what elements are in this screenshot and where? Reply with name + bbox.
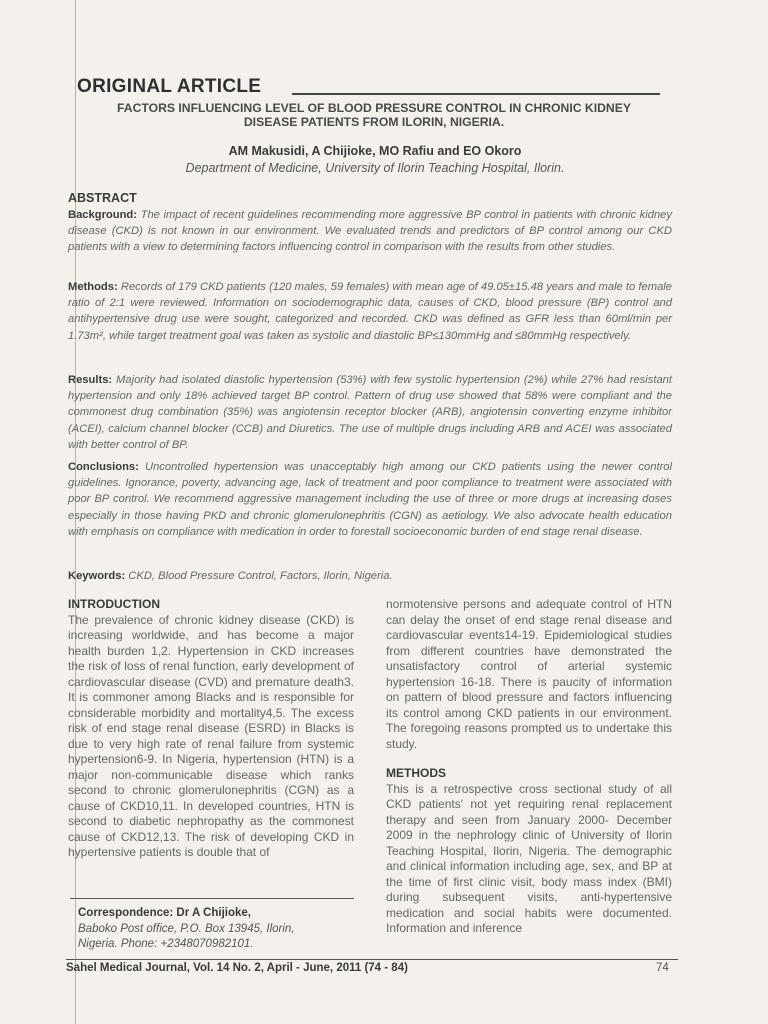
right-column-text: normotensive persons and adequate control of HTN can delay the onset of end stage renal disease and cardiovascular events14-19. Epidemiological studies from different countries have demonstrated the unsatisfactory control of arterial systemic hypertension 16-18. There is paucity of information on pattern of blood pressure and factors influencing its control among CKD patients in our environment. The foregoing reasons prompted us to undertake this study. xyxy=(386,597,672,751)
correspondence-address-1: Baboko Post office, P.O. Box 13945, Ilorin, xyxy=(78,922,295,935)
background-text: The impact of recent guidelines recommending more aggressive BP control in patients with chronic kidney disease (CKD) is not known in our environment. We evaluated trends and predictors of BP control among our CKD patients with a view to determining factors influencing control in comparison with the results from other studies. xyxy=(68,209,672,254)
conclusions-label: Conclusions: xyxy=(68,461,139,473)
correspondence-label: Correspondence: xyxy=(78,907,174,919)
results-label: Results: xyxy=(68,374,113,386)
authors: AM Makusidi, A Chijioke, MO Rafiu and EO Okoro xyxy=(228,144,522,158)
abstract-keywords xyxy=(68,568,672,584)
footer-rule xyxy=(66,959,678,960)
article-type-label: ORIGINAL ARTICLE xyxy=(77,76,262,97)
title-line-1: FACTORS INFLUENCING LEVEL OF BLOOD PRESSURE CONTROL IN CHRONIC KIDNEY xyxy=(117,101,631,115)
article-title xyxy=(74,101,674,129)
methods-heading: METHODS xyxy=(386,766,446,780)
journal-citation: Sahel Medical Journal, Vol. 14 No. 2, April - June, 2011 (74 - 84) xyxy=(66,962,408,974)
background-label: Background: xyxy=(68,209,137,221)
correspondence-box xyxy=(78,906,354,953)
abstract-heading: ABSTRACT xyxy=(68,191,137,205)
abstract-background xyxy=(68,207,672,256)
correspondence-rule xyxy=(70,898,354,899)
right-column xyxy=(386,597,672,937)
affiliation: Department of Medicine, University of Ilorin Teaching Hospital, Ilorin. xyxy=(185,161,565,175)
introduction-text: The prevalence of chronic kidney disease (CKD) is increasing worldwide, and has become a major health burden 1,2. Hypertension in CKD increases the risk of loss of renal function, early development of cardiovascular disease (CVD) and premature death3. It is commoner among Blacks and is responsible for considerable morbidity and mortality4,5. The excess risk of end stage renal disease (ESRD) in Blacks is due to very high rate of renal failure from systemic hypertension6-9. In Nigeria, hypertension (HTN) is a major non-communicable disease which ranks second to chronic glomerulonephritis (CGN) as a cause of CKD10,11. In developed countries, HTN is second to diabetic nephropathy as the commonest cause of CKD12,13. The risk of developing CKD in hypertensive patients is double that of xyxy=(68,612,354,859)
methods-text: Records of 179 CKD patients (120 males, 59 females) with mean age of 49.05±15.48 years and male to female ratio of 2:1 were reviewed. Information on sociodemographic data, causes of CKD, blood pressure (BP) control and antihypertensive drug use were sought, categorized and recorded. CKD was defined as GFR less than 60ml/min per 1.73m², while target treatment goal was taken as systolic and diastolic BP≤130mmHg and ≤80mmHg respectively. xyxy=(68,281,672,342)
abstract-methods xyxy=(68,279,672,344)
article-type-rule xyxy=(292,93,660,95)
abstract-results xyxy=(68,372,672,453)
title-line-2: DISEASE PATIENTS FROM ILORIN, NIGERIA. xyxy=(243,115,505,129)
abstract-conclusions xyxy=(68,459,672,540)
results-text: Majority had isolated diastolic hypertension (53%) with few systolic hypertension (2%) while 27% had resistant hypertension and only 18% achieved target BP control. Pattern of drug use showed that 58% were compliant and the commonest drug combination (35%) was angiotensin receptor blocker (ARB), angiotensin converting enzyme inhibitor (ACEI), calcium channel blocker (CCB) and Diuretics. The use of multiple drugs including ARB and ACEI was associated with better control of BP. xyxy=(68,374,672,451)
correspondence-address-2: Nigeria. Phone: +2348070982101. xyxy=(78,938,254,950)
conclusions-text: Uncontrolled hypertension was unacceptably high among our CKD patients using the newer control guidelines. Ignorance, poverty, advancing age, lack of treatment and poor compliance to treatment were associated with poor BP control. We recommend aggressive management including the use of three or more drugs at increasing doses especially in those having PKD and chronic glomerulonephritis (CGN) as aetiology. We also advocate health education with emphasis on compliance with medication in order to forestall socioeconomic burden of end stage renal disease. xyxy=(68,461,672,538)
introduction-column xyxy=(68,597,354,861)
keywords-text: CKD, Blood Pressure Control, Factors, Ilorin, Nigeria. xyxy=(125,570,393,582)
correspondence-name: Dr A Chijioke, xyxy=(176,907,251,919)
methods-body-text: This is a retrospective cross sectional study of all CKD patients' not yet requiring renal replacement therapy and seen from January 2000- December 2009 in the nephrology clinic of University of Ilorin Teaching Hospital, Ilorin, Nigeria. The demographic and clinical information including age, sex, and BP at the time of first clinic visit, body mass index (BMI) during subsequent visits, anti-hypertensive medication and social habits were documented. Information and inference xyxy=(386,781,672,935)
page-number: 74 xyxy=(656,962,669,974)
methods-label: Methods: xyxy=(68,281,118,293)
introduction-heading: INTRODUCTION xyxy=(68,597,160,611)
keywords-label: Keywords: xyxy=(68,570,126,582)
